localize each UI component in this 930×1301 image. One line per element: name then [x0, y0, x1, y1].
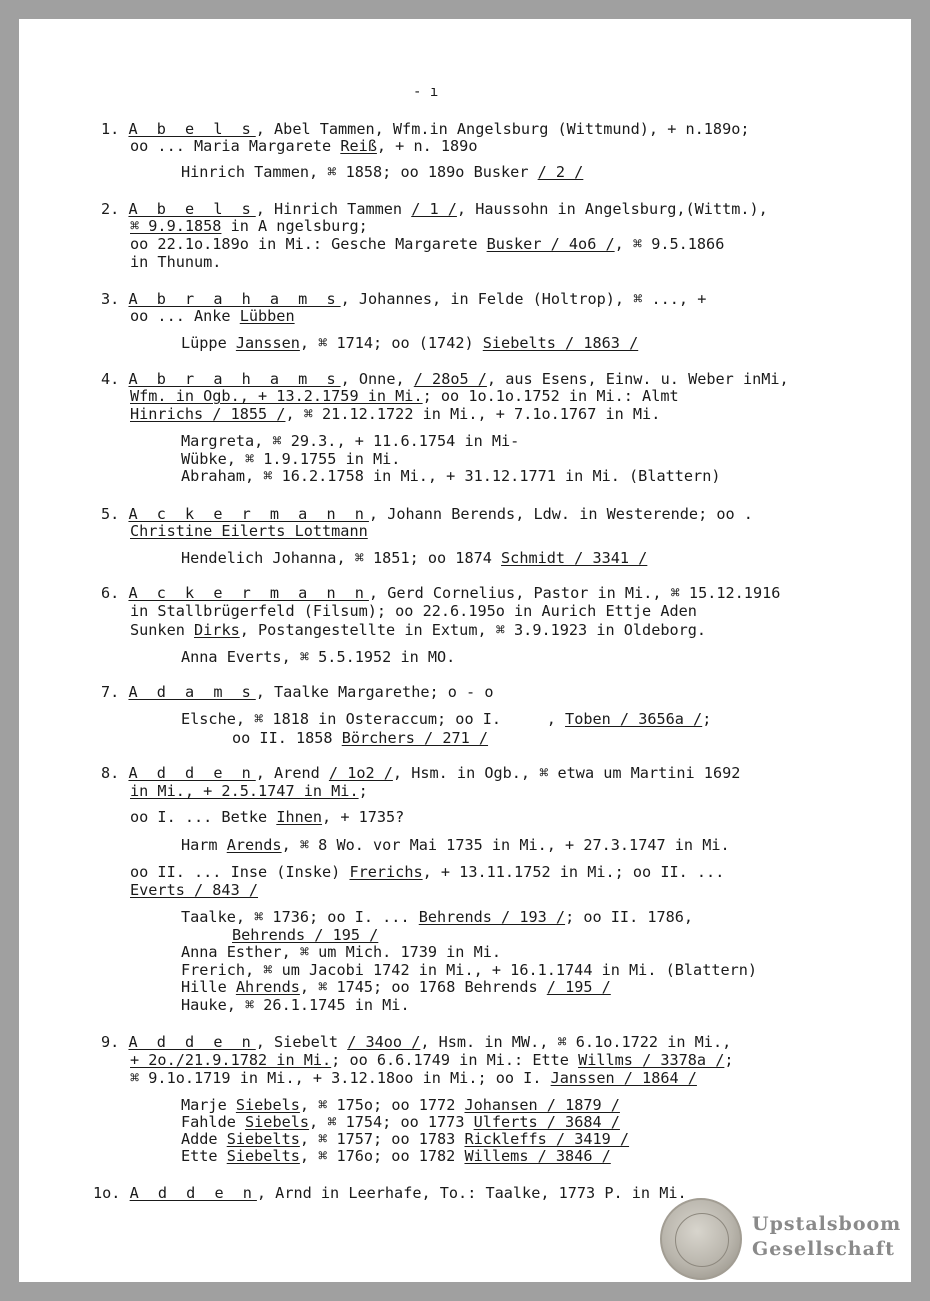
entry-8-marriage-2b: Everts / 843 / — [130, 881, 259, 899]
entry-8-marriage-2: oo II. ... Inse (Inske) Frerichs, + 13.11.1752 in Mi.; oo II. ... — [130, 863, 725, 881]
entry-6-line-1: 6. A c k e r m a n n, Gerd Cornelius, Pastor in Mi., ⌘ 15.12.1916 — [101, 584, 781, 602]
entry-8-child-taalke: Taalke, ⌘ 1736; oo I. ... Behrends / 193 /; oo II. 1786, — [181, 908, 694, 926]
entry-10-line-1: 1o. A d d e n, Arnd in Leerhafe, To.: Taalke, 1773 P. in Mi. — [93, 1184, 687, 1202]
entry-8-marriage-1: oo I. ... Betke Ihnen, + 1735? — [130, 808, 405, 826]
entry-9-child-adde: Adde Siebelts, ⌘ 1757; oo 1783 Rickleffs / 3419 / — [181, 1130, 630, 1148]
society-seal — [660, 1198, 742, 1280]
entry-8-line-2: in Mi., + 2.5.1747 in Mi.; — [130, 782, 368, 800]
entry-8-child-anna: Anna Esther, ⌘ um Mich. 1739 in Mi. — [181, 943, 502, 961]
entry-9-line-3: ⌘ 9.1o.1719 in Mi., + 3.12.18oo in Mi.; oo I. Janssen / 1864 / — [130, 1069, 697, 1087]
entry-1-line-1: 1. A b e l s, Abel Tammen, Wfm.in Angelsburg (Wittmund), + n.189o; — [101, 120, 750, 138]
entry-9-child-fahlde: Fahlde Siebels, ⌘ 1754; oo 1773 Ulferts / 3684 / — [181, 1113, 620, 1131]
entry-1-line-2: oo ... Maria Margarete Reiß, + n. 189o — [130, 137, 478, 155]
entry-4-child-3: Abraham, ⌘ 16.2.1758 in Mi., + 31.12.1771 in Mi. (Blattern) — [181, 467, 721, 485]
entry-4-child-1: Margreta, ⌘ 29.3., + 11.6.1754 in Mi- — [181, 432, 520, 450]
entry-3-line-2: oo ... Anke Lübben — [130, 307, 295, 325]
entry-6-line-3: Sunken Dirks, Postangestellte in Extum, ⌘ 3.9.1923 in Oldeborg. — [130, 621, 707, 639]
entry-2-line-3: oo 22.1o.189o in Mi.: Gesche Margarete Busker / 4o6 /, ⌘ 9.5.1866 — [130, 235, 725, 253]
entry-4-child-2: Wübke, ⌘ 1.9.1755 in Mi. — [181, 450, 401, 468]
entry-9-child-marje: Marje Siebels, ⌘ 175o; oo 1772 Johansen / 1879 / — [181, 1096, 620, 1114]
brand-line-2: Gesellschaft — [752, 1238, 895, 1260]
entry-7-line-1: 7. A d a m s, Taalke Margarethe; o - o — [101, 683, 494, 701]
entry-6-child: Anna Everts, ⌘ 5.5.1952 in MO. — [181, 648, 456, 666]
entry-2-line-2: ⌘ 9.9.1858 in A ngelsburg; — [130, 217, 368, 235]
entry-4-line-2: Wfm. in Ogb., + 13.2.1759 in Mi.; oo 1o.1o.1752 in Mi.: Almt — [130, 387, 679, 405]
entry-5-child: Hendelich Johanna, ⌘ 1851; oo 1874 Schmidt / 3341 / — [181, 549, 648, 567]
entry-2-line-4: in Thunum. — [130, 253, 222, 271]
entry-8-child-frerich: Frerich, ⌘ um Jacobi 1742 in Mi., + 16.1.1744 in Mi. (Blattern) — [181, 961, 758, 979]
entry-6-line-2: in Stallbrügerfeld (Filsum); oo 22.6.195o in Aurich Ettje Aden — [130, 602, 697, 620]
entry-9-child-ette: Ette Siebelts, ⌘ 176o; oo 1782 Willems / 3846 / — [181, 1147, 611, 1165]
entry-8-child-hauke: Hauke, ⌘ 26.1.1745 in Mi. — [181, 996, 410, 1014]
entry-5-line-2: Christine Eilerts Lottmann — [130, 522, 368, 540]
page-mark: - ı — [413, 84, 439, 100]
brand-line-1: Upstalsboom — [752, 1213, 902, 1235]
entry-7-child-1: Elsche, ⌘ 1818 in Osteraccum; oo I. , Toben / 3656a /; — [181, 710, 712, 728]
entry-7-child-2: oo II. 1858 Börchers / 271 / — [232, 729, 489, 747]
entry-8-child-taalke-2: Behrends / 195 / — [232, 926, 379, 944]
entry-1-child: Hinrich Tammen, ⌘ 1858; oo 189o Busker / 2 / — [181, 163, 584, 181]
entry-3-child: Lüppe Janssen, ⌘ 1714; oo (1742) Siebelts / 1863 / — [181, 334, 639, 352]
entry-9-line-2: + 2o./21.9.1782 in Mi.; oo 6.6.1749 in Mi.: Ette Willms / 3378a /; — [130, 1051, 734, 1069]
entry-4-line-3: Hinrichs / 1855 /, ⌘ 21.12.1722 in Mi., + 7.1o.1767 in Mi. — [130, 405, 661, 423]
entry-8-child-harm: Harm Arends, ⌘ 8 Wo. vor Mai 1735 in Mi., + 27.3.1747 in Mi. — [181, 836, 730, 854]
entry-3-line-1: 3. A b r a h a m s, Johannes, in Felde (Holtrop), ⌘ ..., + — [101, 290, 707, 308]
entry-4-line-1: 4. A b r a h a m s, Onne, / 28o5 /, aus Esens, Einw. u. Weber inMi, — [101, 370, 789, 388]
entry-5-line-1: 5. A c k e r m a n n, Johann Berends, Ldw. in Westerende; oo . — [101, 505, 753, 523]
entry-2-line-1: 2. A b e l s, Hinrich Tammen / 1 /, Haussohn in Angelsburg,(Wittm.), — [101, 200, 768, 218]
entry-9-line-1: 9. A d d e n, Siebelt / 34oo /, Hsm. in MW., ⌘ 6.1o.1722 in Mi., — [101, 1033, 732, 1051]
entry-8-line-1: 8. A d d e n, Arend / 1o2 /, Hsm. in Ogb., ⌘ etwa um Martini 1692 — [101, 764, 741, 782]
entry-8-child-hille: Hille Ahrends, ⌘ 1745; oo 1768 Behrends / 195 / — [181, 978, 611, 996]
